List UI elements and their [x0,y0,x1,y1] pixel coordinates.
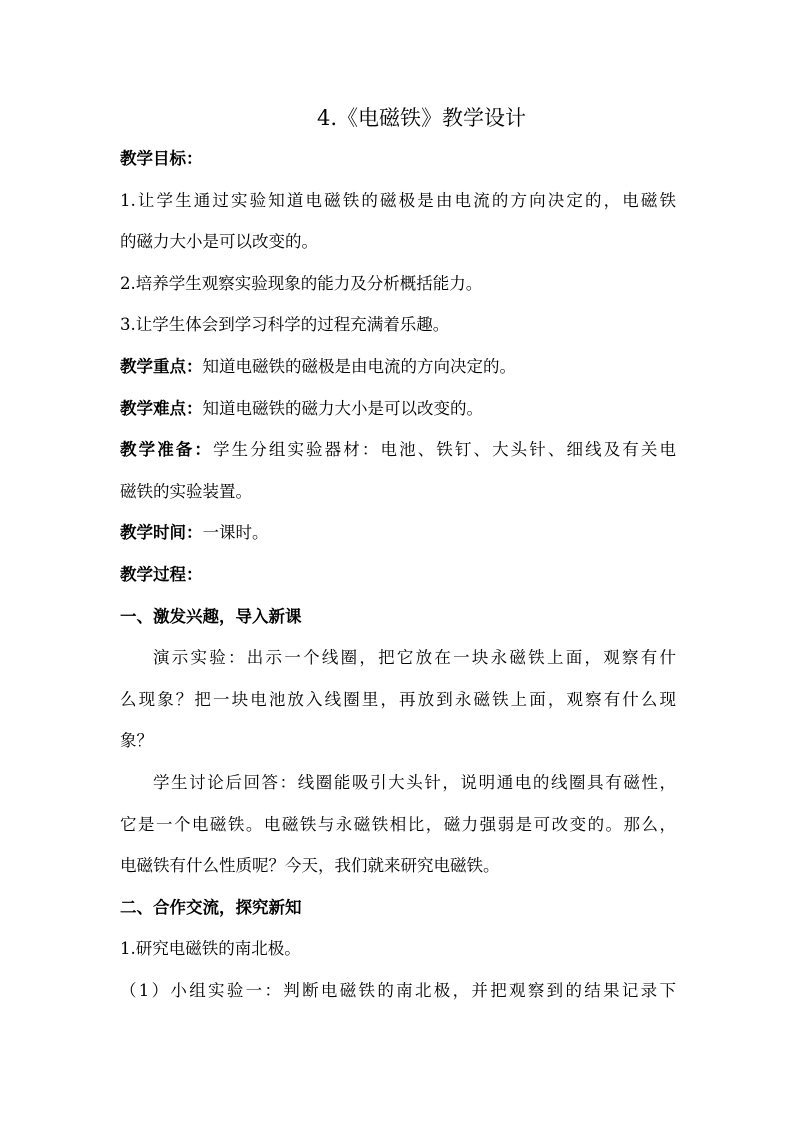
objective-1-line-1: 1.让学生通过实验知道电磁铁的磁极是由电流的方向决定的，电磁铁 [120,191,676,210]
demo-line-3: 象？ [120,731,153,750]
difficulty-paragraph [120,395,676,423]
document-title: 4.《电磁铁》教学设计 [316,106,527,130]
objective-3: 3.让学生体会到学习科学的过程充满着乐趣。 [120,315,450,334]
objective-2: 2.培养学生观察实验现象的能力及分析概括能力。 [120,274,483,293]
time-paragraph [120,519,676,547]
key-point-paragraph [120,353,676,381]
objective-1-line-2: 的磁力大小是可以改变的。 [120,232,318,251]
preparation-paragraph [120,436,676,464]
preparation-text-line-2: 磁铁的实验装置。 [120,482,252,501]
demo-line-1: 演示实验：出示一个线圈，把它放在一块永磁铁上面，观察有什 [153,648,676,667]
item-1-sub-1: （1）小组实验一：判断电磁铁的南北极，并把观察到的结果记录下 [120,981,676,1000]
difficulty-text: 知道电磁铁的磁力大小是可以改变的。 [202,399,483,418]
demo-line-2: 么现象？把一块电池放入线圈里，再放到永磁铁上面，观察有什么现 [120,690,676,709]
discussion-line-3: 电磁铁有什么性质呢？今天，我们就来研究电磁铁。 [120,856,500,875]
process-heading: 教学过程： [120,565,203,584]
item-1: 1.研究电磁铁的南北极。 [120,939,301,958]
section-1-heading: 一、激发兴趣，导入新课 [120,607,302,626]
section-2-heading: 二、合作交流，探究新知 [120,898,302,917]
preparation-label: 教学准备： [120,440,214,459]
time-label: 教学时间： [120,523,203,542]
key-point-text: 知道电磁铁的磁极是由电流的方向决定的。 [202,357,516,376]
key-point-label: 教学重点： [120,357,203,376]
discussion-line-1: 学生讨论后回答：线圈能吸引大头针，说明通电的线圈具有磁性， [153,773,676,792]
time-text: 一课时。 [202,523,269,542]
preparation-text-line-1: 学生分组实验器材：电池、铁钉、大头针、细线及有关电 [213,440,677,459]
objectives-heading: 教学目标： [120,149,203,168]
discussion-line-2: 它是一个电磁铁。电磁铁与永磁铁相比，磁力强弱是可改变的。那么， [120,815,676,834]
difficulty-label: 教学难点： [120,399,203,418]
